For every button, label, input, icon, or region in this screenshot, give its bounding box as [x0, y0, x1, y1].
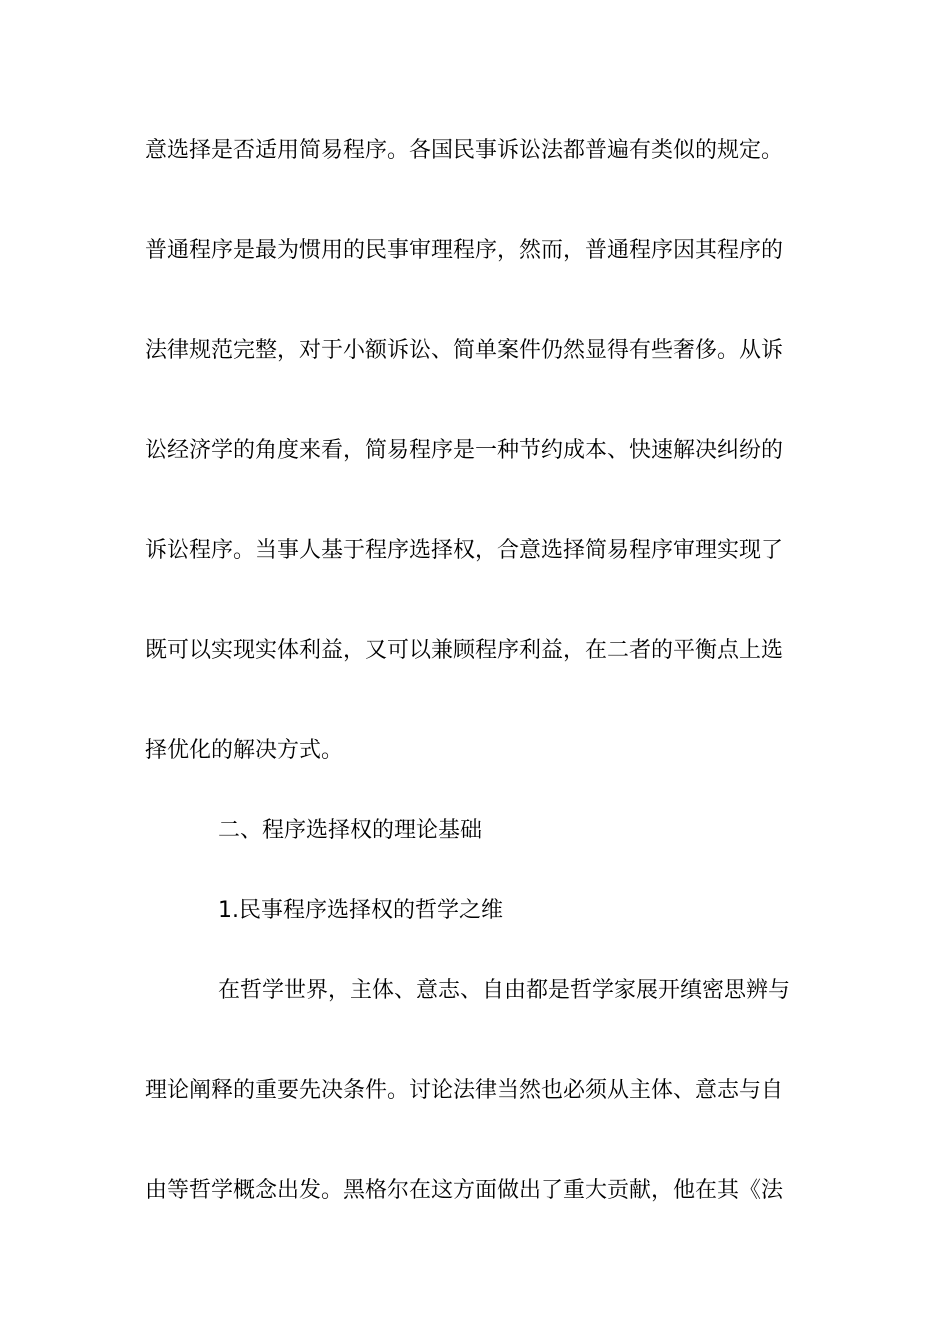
paragraph-line: 普通程序是最为惯用的民事审理程序，然而，普通程序因其程序的 — [145, 238, 784, 263]
paragraph-line: 意选择是否适用简易程序。各国民事诉讼法都普遍有类似的规定。 — [145, 138, 784, 163]
paragraph-line: 在哲学世界，主体、意志、自由都是哲学家展开缜密思辨与 — [218, 978, 791, 1003]
paragraph-line: 讼经济学的角度来看，简易程序是一种节约成本、快速解决纠纷的 — [145, 438, 784, 463]
paragraph-line: 法律规范完整，对于小额诉讼、简单案件仍然显得有些奢侈。从诉 — [145, 338, 784, 363]
subsection-heading: 1.民事程序选择权的哲学之维 — [218, 898, 503, 923]
paragraph-line: 理论阐释的重要先决条件。讨论法律当然也必须从主体、意志与自 — [145, 1078, 784, 1103]
section-heading: 二、程序选择权的理论基础 — [218, 818, 483, 843]
paragraph-line: 择优化的解决方式。 — [145, 738, 344, 763]
paragraph-line: 由等哲学概念出发。黑格尔在这方面做出了重大贡献，他在其《法 — [145, 1178, 784, 1203]
paragraph-line: 诉讼程序。当事人基于程序选择权，合意选择简易程序审理实现了 — [145, 538, 784, 563]
paragraph-line: 既可以实现实体利益，又可以兼顾程序利益，在二者的平衡点上选 — [145, 638, 784, 663]
